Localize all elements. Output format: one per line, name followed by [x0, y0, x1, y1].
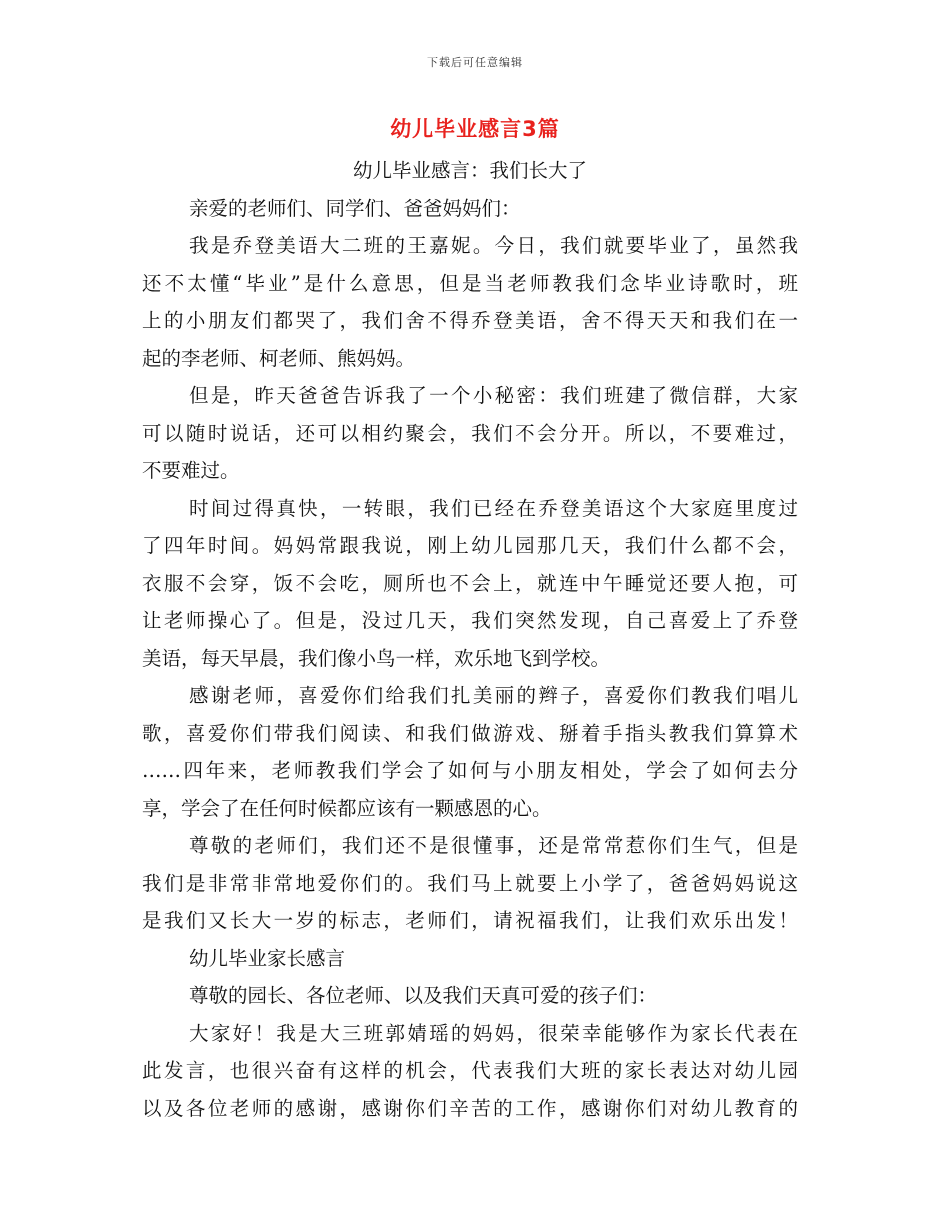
text-line: 感谢老师，喜爱你们给我们扎美丽的辫子，喜爱你们教我们唱儿 — [189, 684, 798, 707]
text-line: 还不太懂“毕业”是什么意思，但是当老师教我们念毕业诗歌时，班 — [142, 271, 798, 295]
document-body — [142, 152, 798, 1127]
text-line: 不要难过。 — [142, 459, 240, 482]
text-line: 起的李老师、柯老师、熊妈妈。 — [142, 346, 416, 370]
text-line: 美语，每天早晨，我们像小鸟一样，欢乐地飞到学校。 — [142, 646, 611, 670]
text-line: 以及各位老师的感谢，感谢你们辛苦的工作，感谢你们对幼儿教育的 — [142, 1096, 798, 1120]
text-line: 时间过得真快，一转眼，我们已经在乔登美语这个大家庭里度过 — [189, 496, 798, 520]
text-line: 让老师操心了。但是，没过几天，我们突然发现，自己喜爱上了乔登 — [142, 609, 798, 632]
text-line: 尊敬的园长、各位老师、以及我们天真可爱的孩子们： — [189, 984, 658, 1007]
document-title: 幼儿毕业感言3篇 — [390, 117, 560, 141]
text-line: ……四年来，老师教我们学会了如何与小朋友相处，学会了如何去分 — [142, 759, 798, 782]
text-line: 此发言，也很兴奋有这样的机会，代表我们大班的家长表达对幼儿园 — [142, 1059, 798, 1082]
text-line: 衣服不会穿，饭不会吃，厕所也不会上，就连中午睡觉还要人抱，可 — [142, 571, 798, 595]
section-heading: 幼儿毕业感言：我们长大了 — [352, 159, 587, 182]
text-line: 大家好！我是大三班郭婧瑶的妈妈，很荣幸能够作为家长代表在 — [189, 1021, 798, 1045]
text-line: 享，学会了在任何时候都应该有一颗感恩的心。 — [142, 796, 552, 820]
text-line: 但是，昨天爸爸告诉我了一个小秘密：我们班建了微信群，大家 — [189, 384, 798, 407]
text-line: 上的小朋友们都哭了，我们舍不得乔登美语，舍不得天天和我们在一 — [142, 309, 798, 332]
text-line: 歌，喜爱你们带我们阅读、和我们做游戏、掰着手指头教我们算算术 — [142, 721, 798, 745]
text-line: 尊敬的老师们，我们还不是很懂事，还是常常惹你们生气，但是 — [189, 834, 798, 857]
text-line: 幼儿毕业家长感言 — [189, 946, 346, 970]
text-line: 可以随时说话，还可以相约聚会，我们不会分开。所以，不要难过， — [142, 421, 798, 445]
text-line: 是我们又长大一岁的标志，老师们，请祝福我们，让我们欢乐出发！ — [142, 909, 798, 932]
text-line: 了四年时间。妈妈常跟我说，刚上幼儿园那几天，我们什么都不会， — [142, 534, 798, 557]
text-line: 我们是非常非常地爱你们的。我们马上就要上小学了，爸爸妈妈说这 — [142, 871, 798, 895]
text-line: 亲爱的老师们、同学们、爸爸妈妈们： — [189, 196, 521, 220]
text-line: 我是乔登美语大二班的王嘉妮。今日，我们就要毕业了，虽然我 — [189, 234, 798, 257]
header-note: 下载后可任意编辑 — [427, 56, 523, 69]
